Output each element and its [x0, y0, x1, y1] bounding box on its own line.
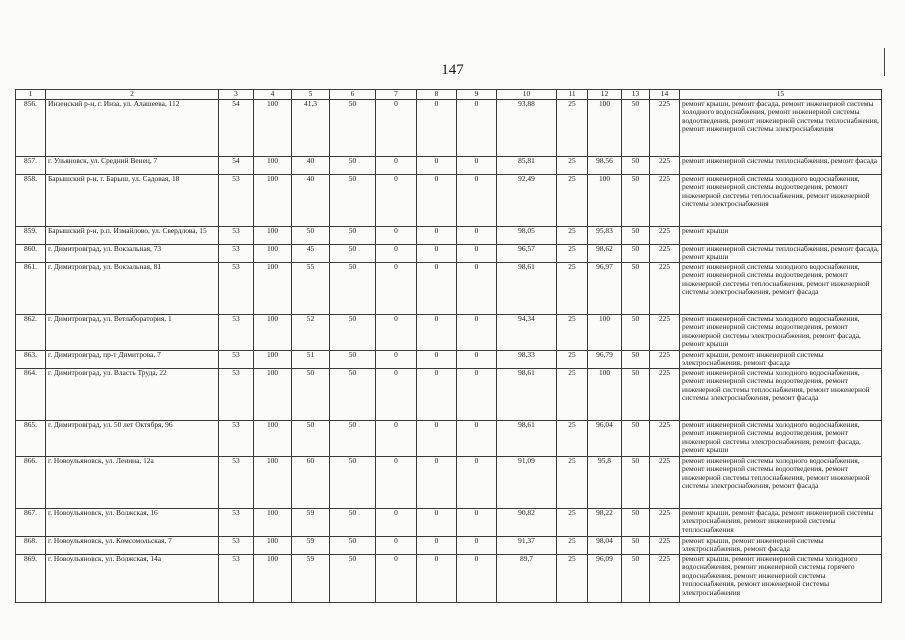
- cell-col-14: 225: [650, 157, 680, 175]
- cell-col-12: 100: [588, 100, 622, 157]
- cell-col-14: 225: [650, 351, 680, 369]
- cell-col-8: 0: [417, 157, 457, 175]
- cell-col-9: 0: [457, 421, 497, 457]
- address-cell: г. Новоульяновск, ул. Ленина, 12а: [46, 457, 219, 509]
- cell-col-11: 25: [557, 245, 588, 263]
- cell-col-14: 225: [650, 227, 680, 245]
- cell-col-3: 53: [219, 457, 254, 509]
- cell-col-6: 50: [330, 227, 376, 245]
- table-row: [16, 100, 882, 157]
- cell-col-13: 50: [622, 227, 650, 245]
- table-row: [16, 227, 882, 245]
- cell-col-9: 0: [457, 227, 497, 245]
- cell-col-5: 59: [292, 509, 330, 537]
- cell-col-8: 0: [417, 100, 457, 157]
- cell-col-13: 50: [622, 315, 650, 351]
- cell-col-3: 53: [219, 245, 254, 263]
- column-header-1: 1: [16, 90, 46, 100]
- cell-col-4: 100: [254, 100, 292, 157]
- address-cell: Барышский р-н, г. Барыш, ул. Садовая, 18: [46, 175, 219, 227]
- works-cell: ремонт крыши, ремонт инженерной системы холодного водоснабжения, ремонт инженерной системы горячего водоснабжения, ремонт инженерной системы теплоснабжения, ремонт инженерной системы электроснабжения: [680, 555, 882, 603]
- cell-col-5: 59: [292, 537, 330, 555]
- cell-col-12: 95,83: [588, 227, 622, 245]
- cell-col-7: 0: [376, 555, 417, 603]
- address-cell: г. Новоульяновск, ул. Волжская, 16: [46, 509, 219, 537]
- cell-col-11: 25: [557, 369, 588, 421]
- cell-col-7: 0: [376, 421, 417, 457]
- cell-col-12: 98,04: [588, 537, 622, 555]
- cell-col-3: 54: [219, 100, 254, 157]
- cell-col-7: 0: [376, 175, 417, 227]
- cell-col-3: 53: [219, 421, 254, 457]
- cell-col-10: 92,49: [497, 175, 557, 227]
- cell-col-4: 100: [254, 263, 292, 315]
- cell-col-6: 50: [330, 263, 376, 315]
- row-number-cell: 862.: [16, 315, 46, 351]
- cell-col-5: 60: [292, 457, 330, 509]
- column-header-3: 3: [219, 90, 254, 100]
- column-header-5: 5: [292, 90, 330, 100]
- cell-col-7: 0: [376, 509, 417, 537]
- cell-col-11: 25: [557, 227, 588, 245]
- column-header-11: 11: [557, 90, 588, 100]
- cell-col-5: 52: [292, 315, 330, 351]
- cell-col-5: 50: [292, 421, 330, 457]
- cell-col-14: 225: [650, 100, 680, 157]
- works-cell: ремонт инженерной системы холодного водоснабжения, ремонт инженерной системы водоотведения, ремонт инженерной системы электроснабжения, ремонт фасада, ремонт крыши: [680, 421, 882, 457]
- cell-col-10: 98,61: [497, 369, 557, 421]
- works-cell: ремонт инженерной системы холодного водоснабжения, ремонт инженерной системы водоотведения, ремонт инженерной системы теплоснабжения, ремонт инженерной системы электроснабжения: [680, 175, 882, 227]
- cell-col-4: 100: [254, 421, 292, 457]
- column-header-2: 2: [46, 90, 219, 100]
- works-cell: ремонт инженерной системы холодного водоснабжения, ремонт инженерной системы водоотведения, ремонт инженерной системы теплоснабжения, ремонт инженерной системы электроснабжения, ремонт фасада: [680, 457, 882, 509]
- cell-col-5: 50: [292, 227, 330, 245]
- cell-col-11: 25: [557, 537, 588, 555]
- table-row: [16, 555, 882, 603]
- cell-col-13: 50: [622, 175, 650, 227]
- cell-col-5: 40: [292, 157, 330, 175]
- cell-col-6: 50: [330, 157, 376, 175]
- cell-col-4: 100: [254, 227, 292, 245]
- cell-col-6: 50: [330, 537, 376, 555]
- cell-col-6: 50: [330, 457, 376, 509]
- table-row: [16, 369, 882, 421]
- cell-col-8: 0: [417, 315, 457, 351]
- cell-col-13: 50: [622, 157, 650, 175]
- cell-col-5: 51: [292, 351, 330, 369]
- column-header-4: 4: [254, 90, 292, 100]
- cell-col-7: 0: [376, 315, 417, 351]
- cell-col-11: 25: [557, 351, 588, 369]
- cell-col-11: 25: [557, 509, 588, 537]
- address-cell: г. Новоульяновск, ул. Волжская, 14а: [46, 555, 219, 603]
- cell-col-5: 55: [292, 263, 330, 315]
- address-cell: г. Димитровград, ул. Ветлаборатория, 1: [46, 315, 219, 351]
- cell-col-9: 0: [457, 315, 497, 351]
- row-number-cell: 865.: [16, 421, 46, 457]
- cell-col-7: 0: [376, 245, 417, 263]
- cell-col-4: 100: [254, 457, 292, 509]
- address-cell: г. Димитровград, ул. 50 лет Октября, 96: [46, 421, 219, 457]
- table-row: [16, 315, 882, 351]
- column-header-14: 14: [650, 90, 680, 100]
- cell-col-5: 50: [292, 369, 330, 421]
- cell-col-3: 53: [219, 509, 254, 537]
- header-row: [16, 90, 882, 100]
- cell-col-9: 0: [457, 245, 497, 263]
- repair-register-table: [15, 89, 882, 603]
- address-cell: Барышский р-н, р.п. Измайлово, ул. Свердлова, 15: [46, 227, 219, 245]
- cell-col-14: 225: [650, 245, 680, 263]
- cell-col-13: 50: [622, 245, 650, 263]
- cell-col-12: 96,04: [588, 421, 622, 457]
- works-cell: ремонт крыши, ремонт фасада, ремонт инженерной системы холодного водоснабжения, ремонт инженерной системы водоотведения, ремонт инженерной системы теплоснабжения, ремонт инженерной системы электроснабжения: [680, 100, 882, 157]
- cell-col-4: 100: [254, 157, 292, 175]
- cell-col-14: 225: [650, 315, 680, 351]
- cell-col-7: 0: [376, 457, 417, 509]
- cell-col-13: 50: [622, 537, 650, 555]
- cell-col-4: 100: [254, 369, 292, 421]
- row-number-cell: 860.: [16, 245, 46, 263]
- cell-col-13: 50: [622, 369, 650, 421]
- row-number-cell: 857.: [16, 157, 46, 175]
- table-row: [16, 245, 882, 263]
- cell-col-12: 100: [588, 369, 622, 421]
- cell-col-14: 225: [650, 263, 680, 315]
- cell-col-14: 225: [650, 537, 680, 555]
- cell-col-7: 0: [376, 351, 417, 369]
- cell-col-14: 225: [650, 457, 680, 509]
- cell-col-4: 100: [254, 315, 292, 351]
- column-header-10: 10: [497, 90, 557, 100]
- table-body: [16, 100, 882, 603]
- address-cell: г. Димитровград, ул. Вокзальная, 81: [46, 263, 219, 315]
- cell-col-10: 98,61: [497, 263, 557, 315]
- cell-col-8: 0: [417, 351, 457, 369]
- cell-col-6: 50: [330, 315, 376, 351]
- cell-col-14: 225: [650, 555, 680, 603]
- cell-col-4: 100: [254, 245, 292, 263]
- cell-col-10: 90,82: [497, 509, 557, 537]
- cell-col-7: 0: [376, 157, 417, 175]
- cell-col-3: 53: [219, 227, 254, 245]
- address-cell: г. Димитровград, ул. Власть Труда, 22: [46, 369, 219, 421]
- cell-col-10: 94,34: [497, 315, 557, 351]
- cell-col-10: 85,81: [497, 157, 557, 175]
- column-header-13: 13: [622, 90, 650, 100]
- cell-col-14: 225: [650, 421, 680, 457]
- row-number-cell: 859.: [16, 227, 46, 245]
- cell-col-8: 0: [417, 227, 457, 245]
- cell-col-5: 41,3: [292, 100, 330, 157]
- cell-col-3: 53: [219, 555, 254, 603]
- cell-col-13: 50: [622, 555, 650, 603]
- cell-col-14: 225: [650, 369, 680, 421]
- row-number-cell: 861.: [16, 263, 46, 315]
- cell-col-8: 0: [417, 263, 457, 315]
- row-number-cell: 863.: [16, 351, 46, 369]
- works-cell: ремонт крыши, ремонт фасада, ремонт инженерной системы электроснабжения, ремонт инженерной системы теплоснабжения: [680, 509, 882, 537]
- cell-col-13: 50: [622, 100, 650, 157]
- column-header-12: 12: [588, 90, 622, 100]
- address-cell: Инзенский р-н, г. Инза, ул. Алашеева, 112: [46, 100, 219, 157]
- row-number-cell: 867.: [16, 509, 46, 537]
- cell-col-10: 93,88: [497, 100, 557, 157]
- cell-col-12: 95,8: [588, 457, 622, 509]
- cell-col-6: 50: [330, 245, 376, 263]
- cell-col-4: 100: [254, 509, 292, 537]
- cell-col-3: 53: [219, 263, 254, 315]
- cell-col-3: 53: [219, 315, 254, 351]
- cell-col-7: 0: [376, 100, 417, 157]
- cell-col-13: 50: [622, 351, 650, 369]
- works-cell: ремонт инженерной системы холодного водоснабжения, ремонт инженерной системы водоотведения, ремонт инженерной системы теплоснабжения, ремонт инженерной системы электроснабжения, ремонт фасада: [680, 263, 882, 315]
- table-row: [16, 537, 882, 555]
- cell-col-6: 50: [330, 100, 376, 157]
- cell-col-4: 100: [254, 351, 292, 369]
- cell-col-5: 40: [292, 175, 330, 227]
- row-number-cell: 864.: [16, 369, 46, 421]
- cell-col-11: 25: [557, 157, 588, 175]
- cell-col-7: 0: [376, 537, 417, 555]
- column-header-7: 7: [376, 90, 417, 100]
- address-cell: г. Димитровград, ул. Вокзальная, 73: [46, 245, 219, 263]
- cell-col-11: 25: [557, 457, 588, 509]
- cell-col-9: 0: [457, 369, 497, 421]
- cell-col-8: 0: [417, 555, 457, 603]
- row-number-cell: 858.: [16, 175, 46, 227]
- row-number-cell: 868.: [16, 537, 46, 555]
- cell-col-10: 98,05: [497, 227, 557, 245]
- cell-col-12: 100: [588, 175, 622, 227]
- cell-col-3: 53: [219, 537, 254, 555]
- cell-col-3: 53: [219, 369, 254, 421]
- cell-col-6: 50: [330, 421, 376, 457]
- table-row: [16, 263, 882, 315]
- cell-col-10: 91,37: [497, 537, 557, 555]
- cell-col-9: 0: [457, 100, 497, 157]
- cell-col-9: 0: [457, 263, 497, 315]
- cell-col-12: 98,56: [588, 157, 622, 175]
- cell-col-13: 50: [622, 509, 650, 537]
- cell-col-10: 89,7: [497, 555, 557, 603]
- row-number-cell: 856.: [16, 100, 46, 157]
- cell-col-7: 0: [376, 369, 417, 421]
- edge-mark: [884, 48, 885, 76]
- cell-col-13: 50: [622, 457, 650, 509]
- column-header-8: 8: [417, 90, 457, 100]
- cell-col-6: 50: [330, 555, 376, 603]
- cell-col-11: 25: [557, 421, 588, 457]
- cell-col-14: 225: [650, 509, 680, 537]
- cell-col-3: 53: [219, 351, 254, 369]
- table-row: [16, 175, 882, 227]
- cell-col-11: 25: [557, 555, 588, 603]
- table-row: [16, 509, 882, 537]
- cell-col-8: 0: [417, 245, 457, 263]
- cell-col-11: 25: [557, 175, 588, 227]
- table-row: [16, 157, 882, 175]
- cell-col-10: 91,09: [497, 457, 557, 509]
- column-header-9: 9: [457, 90, 497, 100]
- cell-col-8: 0: [417, 175, 457, 227]
- cell-col-11: 25: [557, 100, 588, 157]
- cell-col-9: 0: [457, 175, 497, 227]
- address-cell: г. Ульяновск, ул. Средний Венец, 7: [46, 157, 219, 175]
- address-cell: г. Димитровград, пр-т Димитрова, 7: [46, 351, 219, 369]
- works-cell: ремонт крыши, ремонт инженерной системы электроснабжения, ремонт фасада: [680, 351, 882, 369]
- row-number-cell: 869.: [16, 555, 46, 603]
- cell-col-4: 100: [254, 175, 292, 227]
- cell-col-14: 225: [650, 175, 680, 227]
- cell-col-6: 50: [330, 509, 376, 537]
- cell-col-6: 50: [330, 351, 376, 369]
- table-row: [16, 421, 882, 457]
- cell-col-3: 54: [219, 157, 254, 175]
- cell-col-5: 45: [292, 245, 330, 263]
- works-cell: ремонт инженерной системы холодного водоснабжения, ремонт инженерной системы водоотведения, ремонт инженерной системы теплоснабжения, ремонт инженерной системы электроснабжения, ремонт фасада: [680, 369, 882, 421]
- cell-col-10: 98,61: [497, 421, 557, 457]
- cell-col-13: 50: [622, 263, 650, 315]
- address-cell: г. Новоульяновск, ул. Комсомольская, 7: [46, 537, 219, 555]
- cell-col-7: 0: [376, 263, 417, 315]
- works-cell: ремонт инженерной системы теплоснабжения, ремонт фасада, ремонт крыши: [680, 245, 882, 263]
- cell-col-4: 100: [254, 555, 292, 603]
- cell-col-3: 53: [219, 175, 254, 227]
- cell-col-12: 98,62: [588, 245, 622, 263]
- works-cell: ремонт крыши: [680, 227, 882, 245]
- cell-col-12: 96,79: [588, 351, 622, 369]
- cell-col-10: 96,57: [497, 245, 557, 263]
- column-header-6: 6: [330, 90, 376, 100]
- cell-col-7: 0: [376, 227, 417, 245]
- cell-col-6: 50: [330, 175, 376, 227]
- cell-col-8: 0: [417, 509, 457, 537]
- cell-col-12: 96,97: [588, 263, 622, 315]
- cell-col-8: 0: [417, 457, 457, 509]
- cell-col-9: 0: [457, 537, 497, 555]
- cell-col-5: 59: [292, 555, 330, 603]
- column-header-15: 15: [680, 90, 882, 100]
- cell-col-4: 100: [254, 537, 292, 555]
- table-row: [16, 457, 882, 509]
- cell-col-9: 0: [457, 509, 497, 537]
- cell-col-10: 98,33: [497, 351, 557, 369]
- table-row: [16, 351, 882, 369]
- page-number: 147: [441, 62, 464, 78]
- cell-col-9: 0: [457, 157, 497, 175]
- row-number-cell: 866.: [16, 457, 46, 509]
- cell-col-12: 100: [588, 315, 622, 351]
- works-cell: ремонт крыши, ремонт инженерной системы электроснабжения, ремонт фасада: [680, 537, 882, 555]
- cell-col-12: 96,09: [588, 555, 622, 603]
- cell-col-11: 25: [557, 315, 588, 351]
- cell-col-9: 0: [457, 555, 497, 603]
- cell-col-8: 0: [417, 537, 457, 555]
- cell-col-11: 25: [557, 263, 588, 315]
- cell-col-9: 0: [457, 457, 497, 509]
- cell-col-6: 50: [330, 369, 376, 421]
- cell-col-8: 0: [417, 421, 457, 457]
- cell-col-9: 0: [457, 351, 497, 369]
- works-cell: ремонт инженерной системы теплоснабжения, ремонт фасада: [680, 157, 882, 175]
- works-cell: ремонт инженерной системы холодного водоснабжения, ремонт инженерной системы водоотведения, ремонт инженерной системы электроснабжения, ремонт фасада, ремонт крыши: [680, 315, 882, 351]
- cell-col-8: 0: [417, 369, 457, 421]
- cell-col-13: 50: [622, 421, 650, 457]
- cell-col-12: 98,22: [588, 509, 622, 537]
